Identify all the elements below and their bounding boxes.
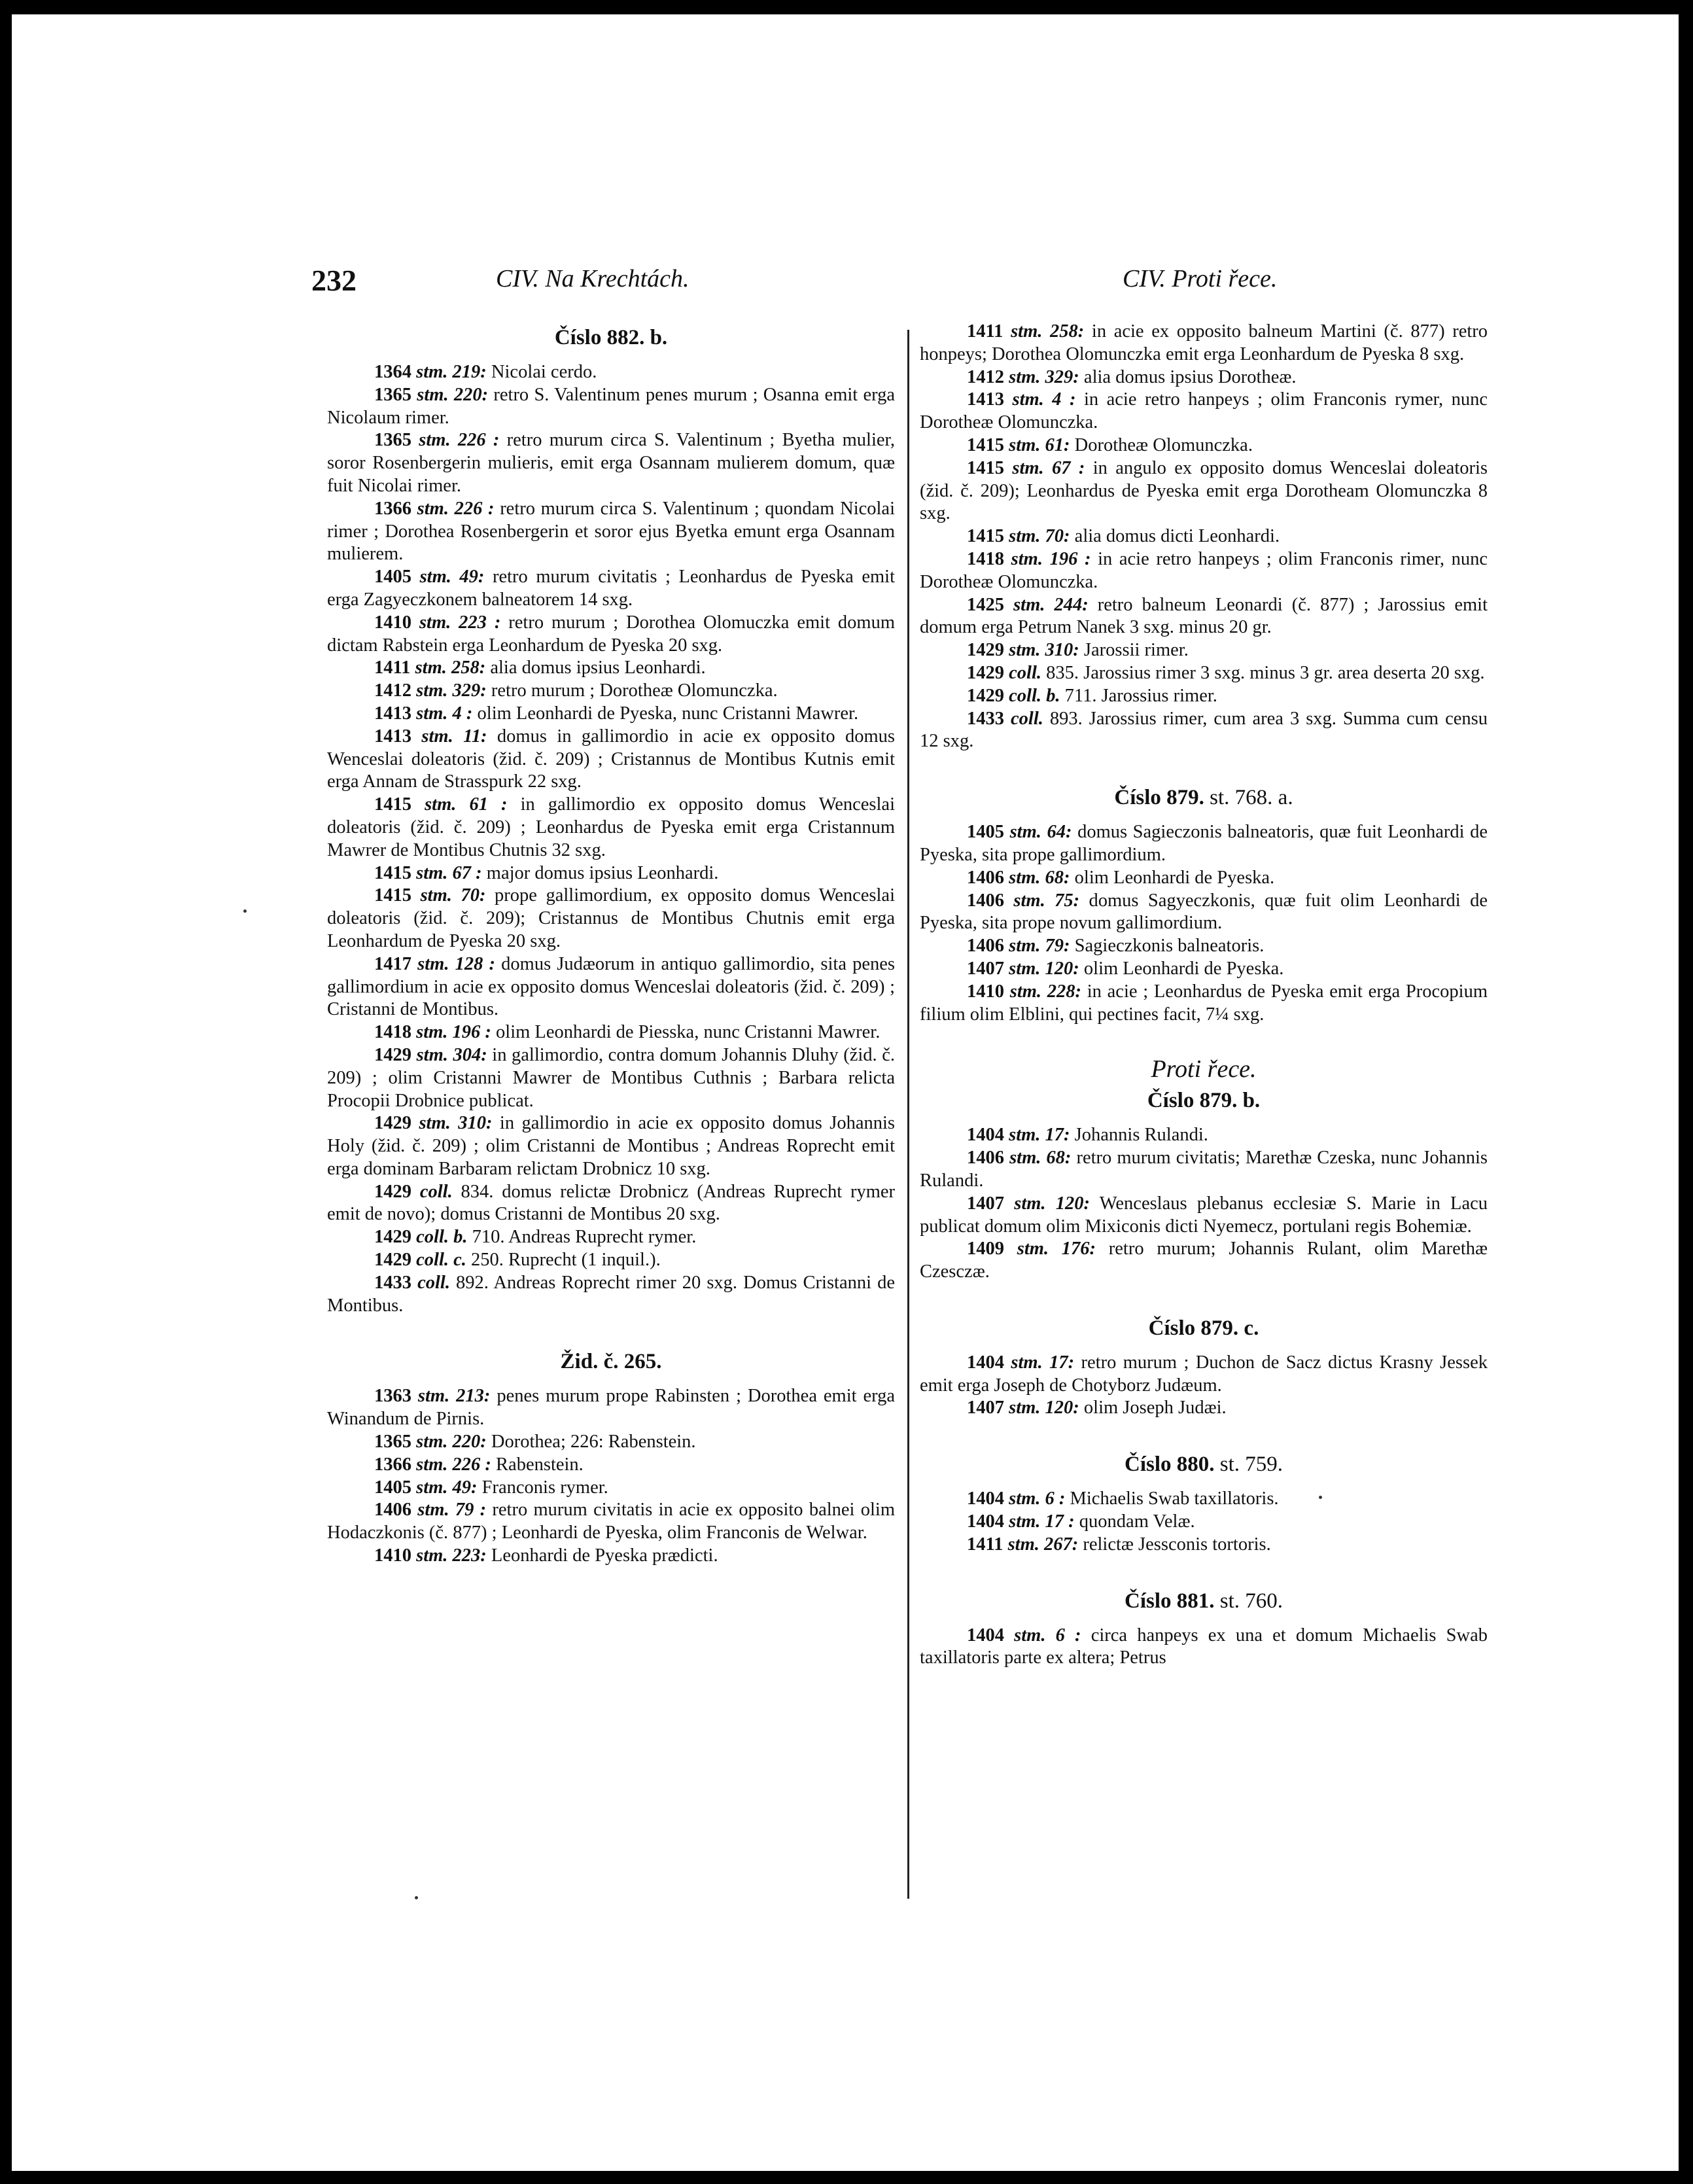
entry-text: olim Leonhardi de Pyeska. xyxy=(1079,958,1284,979)
entry-text: relictæ Jessconis tortoris. xyxy=(1078,1534,1271,1555)
entry-source: stm. 64: xyxy=(1009,822,1072,843)
entry-year: 1412 xyxy=(374,680,411,701)
entry-year: 1429 xyxy=(374,1227,411,1248)
entry-source: stm. 49: xyxy=(416,1477,478,1498)
left-running-title: CIV. Na Krechtách. xyxy=(496,265,689,292)
entry-source: stm. 68: xyxy=(1009,1148,1072,1169)
entry-source: stm. 304: xyxy=(416,1044,487,1065)
entry-paragraph xyxy=(920,639,1488,662)
entry-year: 1415 xyxy=(374,862,411,883)
entry-year: 1404 xyxy=(967,1352,1004,1373)
entry-year: 1429 xyxy=(967,640,1004,661)
entry-text: Wenceslaus plebanus ecclesiæ S. Marie in Lacu publicat domum olim Mixiconis dicti Nyemecz, portulani regis Bohemiæ. xyxy=(920,1193,1488,1237)
entry-source: stm. 219: xyxy=(416,362,487,382)
section-heading xyxy=(920,784,1488,811)
entry-source: coll. xyxy=(1009,662,1041,683)
entry-paragraph xyxy=(920,366,1488,389)
entry-text: retro murum civitatis in acie ex opposito balnei olim Hodaczkonis (č. 877) ; Leonhardi de Pyeska, olim Franconis de Welwar. xyxy=(327,1500,895,1543)
entry-year: 1415 xyxy=(374,794,411,815)
entry-paragraph xyxy=(920,1625,1488,1670)
entry-text: Franconis rymer. xyxy=(477,1477,608,1498)
entry-year: 1404 xyxy=(967,1625,1004,1646)
entry-year: 1433 xyxy=(967,708,1004,729)
entry-source: stm. 17 : xyxy=(1009,1511,1075,1532)
entry-source: stm. 223 : xyxy=(419,612,501,633)
section-heading xyxy=(920,1087,1488,1114)
entry-text: Dorothea; 226: Rabenstein. xyxy=(486,1432,696,1453)
scan-speck xyxy=(1319,1496,1322,1499)
entry-paragraph xyxy=(920,548,1488,594)
entry-source: coll. b. xyxy=(416,1227,468,1248)
entry-year: 1417 xyxy=(374,953,411,974)
entry-year: 1429 xyxy=(374,1113,411,1134)
entry-paragraph xyxy=(920,389,1488,434)
scan-speck xyxy=(415,1896,418,1899)
entry-year: 1404 xyxy=(967,1125,1004,1146)
entry-paragraph xyxy=(920,457,1488,525)
entry-source: stm. 244: xyxy=(1013,594,1089,615)
entry-paragraph xyxy=(327,1499,895,1545)
entry-year: 1405 xyxy=(374,1477,411,1498)
entry-year: 1410 xyxy=(374,1545,411,1566)
entry-text: in gallimordio ex opposito domus Wenceslai doleatoris (žid. č. 209) ; Leonhardus de Pyeska emit erga Cristannum Mawrer de Montibus Chutnis 32 sxg. xyxy=(327,794,896,860)
section-heading xyxy=(327,325,895,351)
entry-text: retro murum ; Dorotheæ Olomunczka. xyxy=(486,680,778,701)
entry-source: stm. 196 : xyxy=(416,1022,491,1043)
section-heading-extra: st. 760. xyxy=(1214,1589,1283,1613)
entry-year: 1406 xyxy=(967,867,1004,888)
entry-year: 1410 xyxy=(374,612,411,633)
entry-source: stm. 228: xyxy=(1009,981,1082,1002)
entry-year: 1404 xyxy=(967,1511,1004,1532)
entry-year: 1366 xyxy=(374,498,411,519)
entry-text: Michaelis Swab taxillatoris. xyxy=(1065,1488,1279,1509)
entry-paragraph xyxy=(920,867,1488,890)
entry-year: 1418 xyxy=(967,548,1004,569)
entry-paragraph xyxy=(920,1147,1488,1193)
entry-text: domus Sagyeczkonis, quæ fuit olim Leonhardi de Pyeska, sita prope novum gallimordium. xyxy=(920,890,1488,934)
entry-year: 1433 xyxy=(374,1272,411,1293)
entry-text: retro murum ; Dorothea Olomuczka emit domum dictam Rabstein erga Leonhardum de Pyeska 20 sxg. xyxy=(327,612,896,656)
entry-year: 1365 xyxy=(374,384,411,405)
entry-year: 1366 xyxy=(374,1454,411,1475)
entry-paragraph xyxy=(327,498,895,566)
entry-text: retro murum ; Duchon de Sacz dictus Krasny Jessek emit erga Joseph de Chotyborz Judæum. xyxy=(920,1352,1488,1396)
entry-text: 892. Andreas Roprecht rimer 20 sxg. Domus Cristanni de Montibus. xyxy=(327,1272,896,1316)
entry-paragraph xyxy=(327,384,895,430)
entry-paragraph xyxy=(327,1226,895,1249)
entry-paragraph xyxy=(920,935,1488,958)
entry-text: 835. Jarossius rimer 3 sxg. minus 3 gr. area deserta 20 sxg. xyxy=(1041,662,1485,683)
entry-paragraph xyxy=(327,953,895,1021)
entry-paragraph xyxy=(920,662,1488,685)
entry-year: 1411 xyxy=(967,1534,1004,1555)
entry-text: retro S. Valentinum penes murum ; Osanna emit erga Nicolaum rimer. xyxy=(327,384,896,428)
entry-source: stm. 220: xyxy=(416,1432,487,1453)
entry-year: 1406 xyxy=(967,890,1004,911)
entry-paragraph xyxy=(327,885,895,953)
entry-source: stm. 176: xyxy=(1017,1239,1096,1259)
entry-year: 1413 xyxy=(374,703,411,724)
entry-year: 1407 xyxy=(967,1193,1004,1214)
entry-paragraph xyxy=(327,1272,895,1318)
entry-source: stm. 79 : xyxy=(417,1500,487,1521)
entry-paragraph xyxy=(920,321,1488,366)
entry-text: circa hanpeys ex una et domum Michaelis Swab taxillatoris parte ex altera; Petrus xyxy=(920,1625,1488,1668)
entry-paragraph xyxy=(327,680,895,703)
entry-paragraph xyxy=(920,1238,1488,1284)
section-heading-title: Číslo 881. xyxy=(1124,1589,1215,1613)
section-heading-title: Číslo 879. xyxy=(1114,786,1204,810)
right-column xyxy=(920,321,1488,1670)
entry-text: domus Judæorum in antiquo gallimordio, sita penes gallimordium in acie ex opposito domus Wenceslai doleatoris (žid. č. 209) ; Cristanni de Montibus. xyxy=(327,953,896,1020)
entry-paragraph xyxy=(327,1112,895,1180)
entry-text: 893. Jarossius rimer, cum area 3 sxg. Summa cum censu 12 sxg. xyxy=(920,708,1488,752)
entry-text: in acie ; Leonhardus de Pyeska emit erga Procopium filium olim Elblini, qui pectines facit, 7¼ sxg. xyxy=(920,981,1488,1025)
entry-year: 1418 xyxy=(374,1022,411,1043)
entry-text: retro murum civitatis; Marethæ Czeska, nunc Johannis Rulandi. xyxy=(920,1148,1488,1191)
entry-source: stm. 67 : xyxy=(416,862,482,883)
entry-source: stm. 329: xyxy=(1009,366,1079,387)
section-heading-extra: st. 759. xyxy=(1214,1453,1283,1477)
entry-text: in acie ex opposito balneum Martini (č. 877) retro honpeys; Dorothea Olomunczka emit erga Leonhardum de Pyeska 8 sxg. xyxy=(920,321,1488,364)
entry-source: stm. 68: xyxy=(1009,867,1070,888)
entry-year: 1365 xyxy=(374,1432,411,1453)
entry-source: stm. 226 : xyxy=(419,430,500,451)
entry-text: Dorotheæ Olomunczka. xyxy=(1070,434,1253,455)
entry-text: Johannis Rulandi. xyxy=(1070,1125,1208,1146)
section-heading xyxy=(920,1315,1488,1341)
entry-year: 1407 xyxy=(967,1398,1004,1418)
entry-source: stm. 310: xyxy=(1009,640,1079,661)
entry-paragraph xyxy=(920,1397,1488,1420)
entry-source: stm. 61: xyxy=(1009,434,1070,455)
section-heading-title: Číslo 879. b. xyxy=(1147,1089,1261,1113)
entry-paragraph xyxy=(920,1488,1488,1511)
entry-paragraph xyxy=(327,1545,895,1568)
entry-source: coll. xyxy=(1011,708,1043,729)
entry-year: 1410 xyxy=(967,981,1004,1002)
entry-source: stm. 79: xyxy=(1009,936,1070,957)
entry-year: 1413 xyxy=(374,726,411,747)
entry-text: 250. Ruprecht (1 inquil.). xyxy=(466,1250,661,1271)
entry-text: quondam Velæ. xyxy=(1074,1511,1195,1532)
entry-source: stm. 49: xyxy=(419,567,485,588)
entry-text: 711. Jarossius rimer. xyxy=(1060,685,1217,706)
entry-source: stm. 329: xyxy=(416,680,487,701)
entry-text: domus Sagieczonis balneatoris, quæ fuit Leonhardi de Pyeska, sita prope gallimordium. xyxy=(920,822,1488,865)
entry-year: 1415 xyxy=(967,526,1004,547)
entry-source: stm. 17: xyxy=(1009,1125,1070,1146)
section-heading-title: Číslo 880. xyxy=(1124,1453,1215,1477)
entry-paragraph xyxy=(327,726,895,794)
entry-source: stm. 4 : xyxy=(1012,389,1076,410)
section-heading-extra: st. 768. a. xyxy=(1204,786,1293,810)
document-page xyxy=(12,14,1679,2171)
entry-text: in gallimordio in acie ex opposito domus Johannis Holy (žid. č. 209) ; olim Cristanni de Montibus ; Andreas Roprecht emit erga dominam Barbaram relictam Drobnicz 10 sxg. xyxy=(327,1113,896,1179)
entry-paragraph xyxy=(920,1124,1488,1147)
section-heading xyxy=(920,1451,1488,1477)
entry-year: 1415 xyxy=(967,434,1004,455)
entry-text: alia domus ipsius Leonhardi. xyxy=(485,658,706,678)
section-heading xyxy=(920,1588,1488,1614)
entry-paragraph xyxy=(920,685,1488,708)
entry-text: in acie retro hanpeys ; olim Franconis rimer, nunc Dorotheæ Olomunczka. xyxy=(920,548,1488,592)
entry-source: stm. 120: xyxy=(1014,1193,1091,1214)
section-heading-title: Žid. č. 265. xyxy=(560,1350,662,1374)
entry-source: stm. 267: xyxy=(1007,1534,1079,1555)
entry-paragraph xyxy=(327,429,895,497)
entry-year: 1407 xyxy=(967,958,1004,979)
entry-year: 1406 xyxy=(967,936,1004,957)
right-intro-entries xyxy=(920,321,1488,753)
entry-year: 1364 xyxy=(374,362,411,382)
entry-source: stm. 258: xyxy=(415,658,486,678)
entry-text: prope gallimordium, ex opposito domus Wenceslai doleatoris (žid. č. 209); Cristannus de Montibus Chutnis emit erga Leonhardum de Pyeska 20 sxg. xyxy=(327,885,896,951)
entry-text: olim Leonhardi de Pyeska, nunc Cristanni Mawrer. xyxy=(472,703,859,724)
entry-text: retro murum civitatis ; Leonhardus de Pyeska emit erga Zagyeczkonem balneatorem 14 sxg. xyxy=(327,567,895,610)
entry-paragraph xyxy=(920,958,1488,981)
entry-text: alia domus ipsius Dorotheæ. xyxy=(1079,366,1297,387)
entry-paragraph xyxy=(327,1454,895,1477)
entry-text: olim Joseph Judæi. xyxy=(1079,1398,1227,1418)
entry-paragraph xyxy=(327,361,895,384)
entry-source: stm. 310: xyxy=(419,1113,493,1134)
entry-paragraph xyxy=(327,1249,895,1272)
entry-text: major domus ipsius Leonhardi. xyxy=(481,862,719,883)
entry-year: 1429 xyxy=(374,1044,411,1065)
entry-source: stm. 258: xyxy=(1011,321,1085,342)
entry-paragraph xyxy=(920,525,1488,548)
entry-source: stm. 70: xyxy=(420,885,486,906)
running-header xyxy=(12,263,1679,302)
entry-text: 710. Andreas Ruprecht rymer. xyxy=(467,1227,697,1248)
entry-paragraph xyxy=(920,890,1488,936)
entry-text: in gallimordio, contra domum Johannis Dluhy (žid. č. 209) ; olim Cristanni Mawrer de Montibus Cuthnis ; Barbara relicta Procopii Drobnice publicat. xyxy=(327,1044,896,1111)
right-sections-a xyxy=(920,784,1488,1026)
entry-source: stm. 213: xyxy=(417,1386,491,1407)
entry-year: 1415 xyxy=(374,885,411,906)
entry-paragraph xyxy=(327,612,895,658)
entry-text: domus in gallimordio in acie ex opposito domus Wenceslai doleatoris (žid. č. 209) ; Cristannus de Montibus Kutnis emit erga Annam de Strasspurk 22 sxg. xyxy=(327,726,895,792)
entry-paragraph xyxy=(920,821,1488,867)
entry-text: retro murum; Johannis Rulant, olim Marethæ Czesczæ. xyxy=(920,1239,1488,1282)
entry-text: Nicolai cerdo. xyxy=(486,362,597,382)
entry-paragraph xyxy=(327,862,895,885)
entry-year: 1406 xyxy=(374,1500,411,1521)
entry-text: in angulo ex opposito domus Wenceslai doleatoris (žid. č. 209); Leonhardus de Pyeska emit erga Dorotheam Olomunczka 8 sxg. xyxy=(920,457,1488,524)
entry-text: olim Leonhardi de Pyeska. xyxy=(1070,867,1275,888)
entry-paragraph xyxy=(327,1385,895,1431)
entry-year: 1411 xyxy=(967,321,1004,342)
entry-text: Sagieczkonis balneatoris. xyxy=(1070,936,1265,957)
right-sections-b xyxy=(920,1087,1488,1670)
entry-paragraph xyxy=(327,794,895,862)
entry-year: 1405 xyxy=(374,567,411,588)
entry-year: 1365 xyxy=(374,430,411,451)
entry-source: stm. 61 : xyxy=(425,794,508,815)
section-heading-title: Číslo 882. b. xyxy=(554,326,668,349)
entry-paragraph xyxy=(920,1534,1488,1557)
entry-paragraph xyxy=(920,594,1488,640)
entry-paragraph xyxy=(920,981,1488,1027)
entry-source: stm. 223: xyxy=(416,1545,487,1566)
entry-source: stm. 6 : xyxy=(1014,1625,1081,1646)
entry-year: 1429 xyxy=(374,1181,411,1202)
entry-paragraph xyxy=(327,1181,895,1227)
page-number: 232 xyxy=(311,264,357,297)
entry-paragraph xyxy=(920,708,1488,754)
entry-source: stm. 226 : xyxy=(417,498,495,519)
entry-year: 1409 xyxy=(967,1239,1004,1259)
entry-text: Leonhardi de Pyeska prædicti. xyxy=(486,1545,718,1566)
column-divider xyxy=(907,330,909,1899)
section-heading-title: Číslo 879. c. xyxy=(1148,1316,1259,1340)
entry-source: stm. 226 : xyxy=(416,1454,491,1475)
entry-source: stm. 17: xyxy=(1011,1352,1075,1373)
entry-source: coll. c. xyxy=(416,1250,466,1271)
entry-text: 834. domus relictæ Drobnicz (Andreas Ruprecht rymer emit de novo); domus Cristanni de Montibus 20 sxg. xyxy=(327,1181,896,1225)
entry-text: retro murum circa S. Valentinum ; quondam Nicolai rimer ; Dorothea Rosenbergerin et soror ejus Byetka emunt erga Osannam mulierem. xyxy=(327,498,896,565)
entry-year: 1404 xyxy=(967,1488,1004,1509)
entry-source: stm. 70: xyxy=(1009,526,1070,547)
entry-source: coll. xyxy=(419,1181,453,1202)
entry-year: 1411 xyxy=(374,658,411,678)
entry-text: alia domus dicti Leonhardi. xyxy=(1070,526,1280,547)
entry-year: 1405 xyxy=(967,822,1004,843)
section-heading xyxy=(327,1348,895,1375)
entry-source: stm. 128 : xyxy=(417,953,495,974)
entry-paragraph xyxy=(327,1044,895,1112)
entry-paragraph xyxy=(920,1511,1488,1534)
entry-source: coll. xyxy=(417,1272,450,1293)
entry-source: stm. 120: xyxy=(1009,958,1079,979)
entry-paragraph xyxy=(327,1021,895,1044)
right-running-title: CIV. Proti řece. xyxy=(1123,265,1278,292)
entry-paragraph xyxy=(327,657,895,680)
entry-year: 1413 xyxy=(967,389,1004,410)
entry-year: 1415 xyxy=(967,457,1004,478)
left-column xyxy=(327,321,895,1568)
entry-paragraph xyxy=(327,703,895,726)
entry-source: stm. 4 : xyxy=(416,703,473,724)
entry-text: retro murum circa S. Valentinum ; Byetha mulier, soror Rosenbergerin mulieris, emit erga Osannam mulierem domum, quæ fuit Nicolai rimer. xyxy=(327,430,895,496)
entry-source: stm. 120: xyxy=(1009,1398,1079,1418)
entry-year: 1429 xyxy=(967,662,1004,683)
entry-paragraph xyxy=(327,1431,895,1454)
entry-text: retro balneum Leonardi (č. 877) ; Jarossius emit domum erga Petrum Nanek 3 sxg. minus 20 gr. xyxy=(920,594,1488,638)
entry-source: stm. 6 : xyxy=(1009,1488,1066,1509)
entry-text: Rabenstein. xyxy=(491,1454,584,1475)
entry-year: 1425 xyxy=(967,594,1004,615)
entry-year: 1363 xyxy=(374,1386,411,1407)
scan-speck xyxy=(243,909,247,913)
entry-source: stm. 11: xyxy=(421,726,487,747)
entry-paragraph xyxy=(920,1193,1488,1239)
entry-year: 1406 xyxy=(967,1148,1004,1169)
entry-source: coll. b. xyxy=(1009,685,1060,706)
entry-text: in acie retro hanpeys ; olim Franconis rymer, nunc Dorotheæ Olomunczka. xyxy=(920,389,1488,433)
entry-source: stm. 75: xyxy=(1013,890,1080,911)
entry-text: Jarossii rimer. xyxy=(1079,640,1189,661)
section-subtitle: Proti řece. xyxy=(1151,1055,1257,1083)
entry-year: 1429 xyxy=(374,1250,411,1271)
entry-source: stm. 67 : xyxy=(1012,457,1085,478)
entry-paragraph xyxy=(327,1477,895,1500)
entry-paragraph xyxy=(920,1352,1488,1398)
entry-year: 1412 xyxy=(967,366,1004,387)
entry-year: 1429 xyxy=(967,685,1004,706)
entry-text: olim Leonhardi de Piesska, nunc Cristanni Mawrer. xyxy=(491,1022,881,1043)
entry-text: penes murum prope Rabinsten ; Dorothea emit erga Winandum de Pirnis. xyxy=(327,1386,895,1430)
entry-paragraph xyxy=(920,434,1488,457)
entry-source: stm. 196 : xyxy=(1011,548,1091,569)
entry-source: stm. 220: xyxy=(417,384,489,405)
entry-paragraph xyxy=(327,566,895,612)
